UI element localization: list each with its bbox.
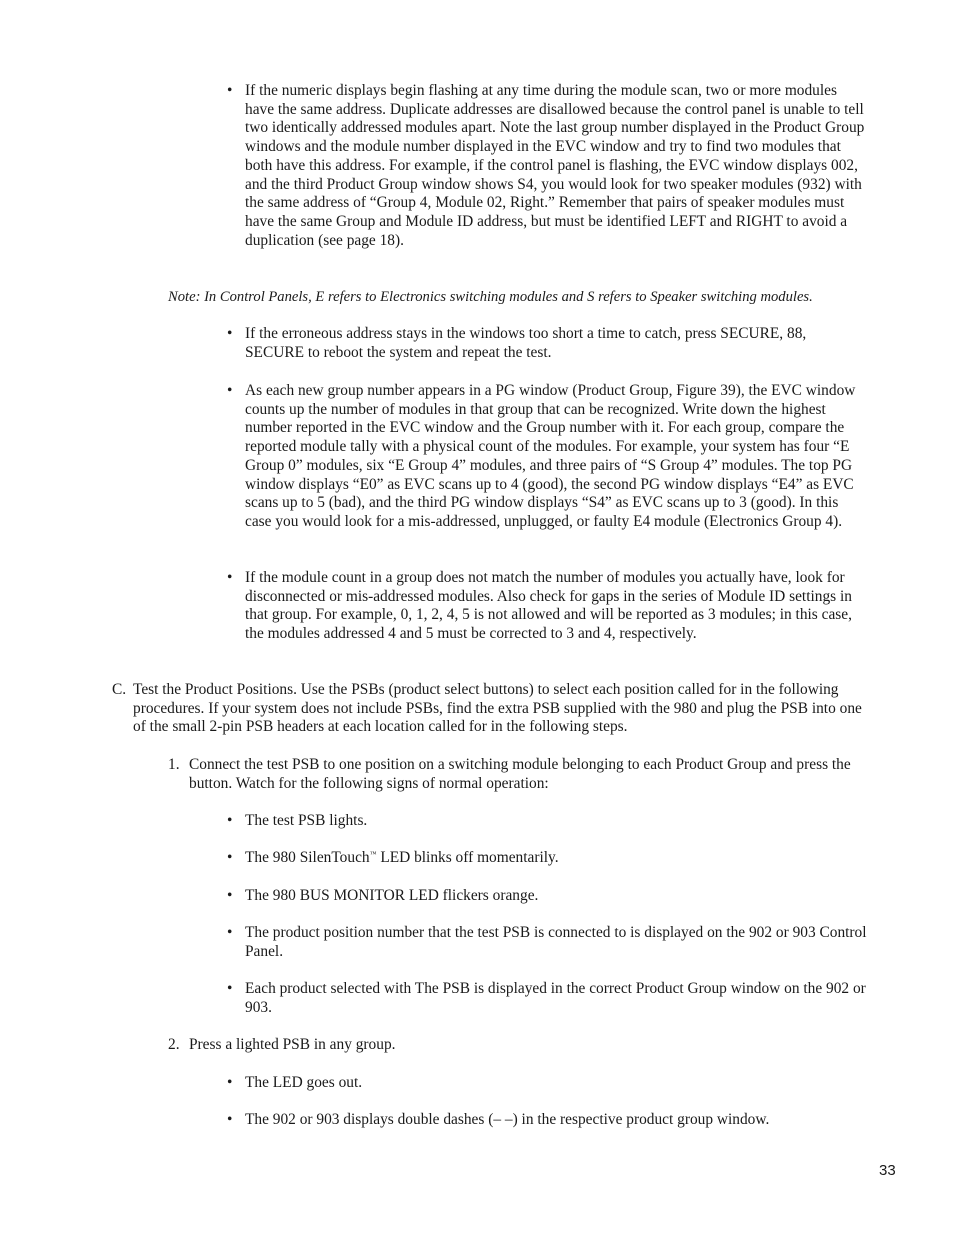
bullet-text [245,849,867,868]
bullet-text: The 980 BUS MONITOR LED flickers orange. [245,887,539,904]
bullet-text-part: LED blinks off momentarily. [376,849,559,866]
list-item [227,325,867,362]
list-item [227,1074,867,1093]
section-text: Test the Product Positions. Use the PSBs (product select buttons) to select each position called for in the following procedures. If your system does not include PSBs, find the extra PSB supplied with the 980 and plug the PSB into one of the small 2-pin PSB headers at each location called for in the following steps. [133,681,862,736]
list-item [227,887,867,906]
bullet-icon: • [227,924,233,941]
list-item [227,924,867,961]
bullet-icon: • [227,325,233,342]
bullet-icon: • [227,82,233,99]
bullet-text: If the erroneous address stays in the windows too short a time to catch, press SECURE, 88, SECURE to reboot the system and repeat the test. [245,325,807,361]
list-item [227,382,867,532]
step-label: 2. [168,1036,180,1053]
trademark-mark: ™ [369,849,377,858]
bullet-icon: • [227,980,233,997]
bullet-text: If the module count in a group does not match the number of modules you actually have, look for disconnected or mis-addressed modules. Also check for gaps in the series of Module ID settings in that group. For example, 0, 1, 2, 4, 5 is not allowed and will be reported as 3 modules; in this case, the modules addressed 4 and 5 must be corrected to 3 and 4, respectively. [245,569,852,643]
step-label: 1. [168,756,180,773]
bullet-icon: • [227,1074,233,1091]
bullet-icon: • [227,887,233,904]
step-text: Press a lighted PSB in any group. [189,1036,396,1053]
bullet-text: If the numeric displays begin flashing at any time during the module scan, two or more modules have the same address. Duplicate addresses are disallowed because the control panel is unable to tell two identically addressed modules apart. Note the last group number displayed in the Product Group windows and the module number displayed in the EVC window and try to find two modules that both have this address. For example, if the control panel is flashing, the EVC window displays 002, and the third Product Group window shows S4, you would look for two speaker modules (932) with the same address of “Group 4, Module 02, Right.” Remember that pairs of speaker modules must have the same Group and Module ID address, but must be identified LEFT and RIGHT to avoid a duplication (see page 18). [245,82,865,249]
bullet-icon: • [227,569,233,586]
bullet-icon: • [227,849,233,866]
step-1 [168,756,868,793]
bullet-text: As each new group number appears in a PG window (Product Group, Figure 39), the EVC window counts up the number of modules in that group that can be recognized. Write down the highest number reported in the EVC window and the Group number with it. For each group, compare the reported module tally with a physical count of the modules. For example, your system has four “E Group 0” modules, six “E Group 4” modules, and three pairs of “S Group 4” modules. The top PG window displays “E0” as EVC scans up to 4 (good), the second PG window displays “E4” as EVC scans up to 5 (bad), and the third PG window displays “S4” as EVC scans up to 3 (good). In this case you would look for a mis-addressed, unplugged, or faulty E4 module (Electronics Group 4). [245,382,856,530]
bullet-icon: • [227,1111,233,1128]
list-item [227,849,867,868]
note-text: Note: In Control Panels, E refers to Electronics switching modules and S refers to Speaker switching modules. [168,289,813,305]
bullet-text: The product position number that the test PSB is connected to is displayed on the 902 or 903 Control Panel. [245,924,867,960]
bullet-text: The 902 or 903 displays double dashes (– –) in the respective product group window. [245,1111,770,1128]
bullet-icon: • [227,812,233,829]
page-number: 33 [879,1162,896,1179]
bullet-text: The LED goes out. [245,1074,363,1091]
section-c [112,681,872,737]
list-item [227,1111,867,1130]
list-item [227,569,867,644]
bullet-text: Each product selected with The PSB is displayed in the correct Product Group window on the 902 or 903. [245,980,866,1016]
bullet-text: The test PSB lights. [245,812,368,829]
list-item [227,812,867,831]
step-text: Connect the test PSB to one position on a switching module belonging to each Product Group and press the button. Watch for the following signs of normal operation: [189,756,851,792]
bullet-text-part: The 980 SilenTouch [245,849,370,866]
bullet-icon: • [227,382,233,399]
section-label: C. [112,681,127,698]
list-item [227,980,867,1017]
step-2 [168,1036,868,1055]
list-item [227,82,867,250]
